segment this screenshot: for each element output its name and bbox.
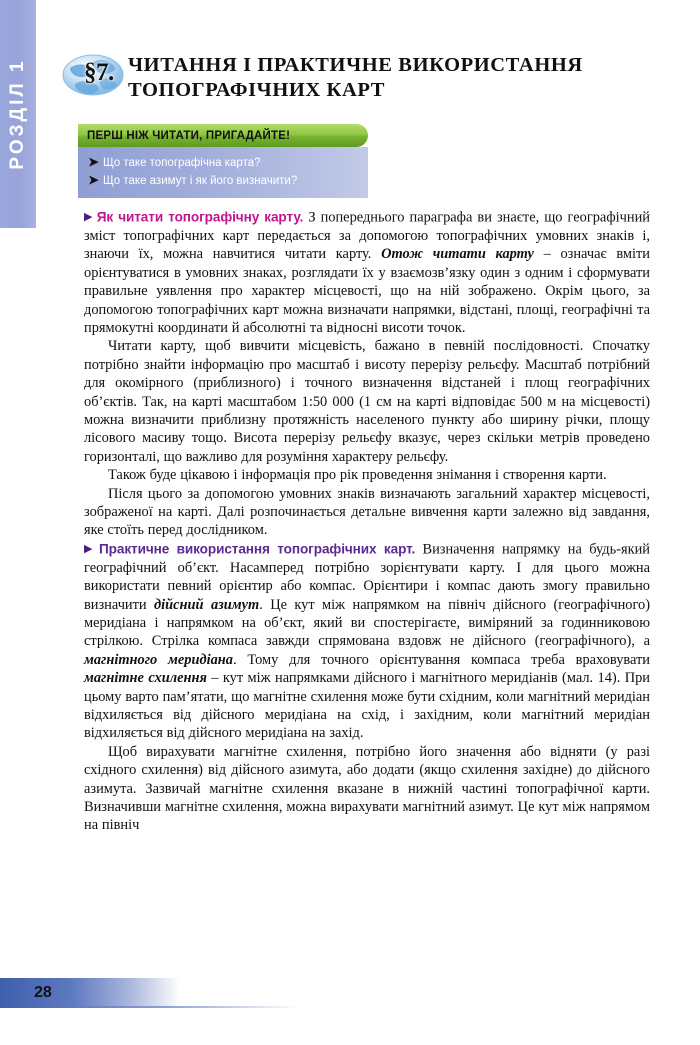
topic-2-text-a: Визначення напрямку на будь-який географічний об’єкт. Насамперед потрібно зорієнтувати карту. І для цього можна використати певний орієнтир або компас. Орієнтири і компас дають змогу правильно визначити (84, 541, 650, 613)
page-title-line-1: ЧИТАННЯ І ПРАКТИЧНЕ ВИКОРИСТАННЯ (128, 54, 583, 76)
paragraph-topic-2 (84, 540, 650, 743)
topic-2-text-d: – кут між напрямками дійсного і магнітного меридіанів (мал. 14). При цьому варто пам’ятати, що магнітне схилення може бути східним, коли магнітний меридіан відхиляється від дійсного меридіана на схід, і західним, коли магнітний меридіан відхиляється від дійсного меридіана на захід. (84, 670, 650, 742)
recall-question-list (78, 147, 368, 198)
paragraph-2: Читати карту, щоб вивчити місцевість, бажано в певній послідовності. Спочатку потрібно знайти інформацію про масштаб і висоту перерізу рельєфу. Масштаб потрібний для окомірного (приблизного) і точного визначення відстаней і площ географічних об’єктів. Так, на карті масштабом 1:50 000 (1 см на карті відповідає 500 м на місцевості) можна визначити приблизну протяжність населеного пункту або ширину річки, площу лісового масиву тощо. Висота перерізу рельєфу вказує, через скільки метрів проведено горизонталі, що важливо для розуміння характеру рельєфу. (84, 338, 650, 465)
page-title-line-2: ТОПОГРАФІЧНИХ КАРТ (128, 79, 386, 101)
recall-box (78, 124, 368, 198)
globe-icon (62, 52, 124, 98)
topic-2-emphasis-1: дійсний азимут (154, 596, 260, 613)
topic-2-emphasis-3: магнітне схилення (84, 670, 207, 687)
topic-2-text-c: . Тому для точного орієнтування компаса треба враховувати (233, 651, 650, 668)
page-title (128, 50, 583, 103)
paragraph-3: Також буде цікавою і інформація про рік проведення знімання і створення карти. (108, 467, 607, 484)
page-number: 28 (34, 984, 52, 1001)
topic-1-heading: Як читати топографічну карту. (96, 209, 304, 225)
triangle-bullet-icon: ▶ (84, 542, 96, 555)
page-footer (0, 978, 180, 1008)
chapter-rail-label: РОЗДІЛ 1 (7, 58, 28, 170)
topic-2-heading: Практичне використання топографічних карт. (99, 541, 416, 557)
topic-2-text-b: . Це кут між напрямком на північ дійсного (географічного) меридіана і напрямком на об’єкт, який ви спостерігаєте, виміряний за годинниковою стрілкою. Стрілка компаса завжди спрямована вздовж не дійсного (географічного), а (84, 596, 651, 650)
paragraph-topic-1 (84, 208, 650, 337)
recall-banner (78, 124, 368, 147)
topic-2-emphasis-2: магнітного меридіана (84, 651, 233, 668)
paragraph-5: Щоб вирахувати магнітне схилення, потрібно його значення або відняти (у разі східного схилення) від дійсного азимута, або додати (якщо схилення західне) до дійсного азимута. Зазвичай магнітне схилення вказане в нижній частині топографічної карти. Визначивши магнітне схилення, можна вирахувати магнітний азимут. Це кут між напрямом на північ (84, 743, 650, 834)
paragraph-4: Після цього за допомогою умовних знаків визначають загальний характер місцевості, зображеної на карті. Далі розпочинається детальне вивчення карти залежно від завдання, яке стоїть перед дослідником. (84, 485, 650, 539)
footer-rule (0, 1006, 300, 1008)
recall-question-text: Що таке азимут і як його визначити? (103, 174, 298, 187)
body-column (84, 208, 650, 835)
topic-1-text-a: З попереднього параграфа ви знаєте, що географічний зміст топографічних карт передається за допомогою топографічних умовних знаків і, знаючи їх, можна навчитися читати карту. (84, 209, 650, 263)
triangle-bullet-icon: ▶ (84, 211, 94, 223)
arrow-right-icon: ➤ (88, 172, 99, 187)
topic-1-emphasis: Отож читати карту (381, 246, 534, 263)
list-item (84, 154, 362, 172)
section-header (62, 50, 652, 103)
list-item (84, 172, 362, 190)
arrow-right-icon: ➤ (88, 155, 99, 169)
topic-1-text-b: – означає вміти орієнтуватися в умовних знаках, розглядати їх у взаємозв’язку один з одним і сформувати правильне уявлення про характер місцевості, що на ній зображено. Окрім цього, за допомогою топографічних карт можна визначати напрямки, відстані, площі, географічні та прямокутні координати й абсолютні та відносні висоти точок. (84, 246, 650, 336)
recall-question-text: Що таке топографічна карта? (103, 157, 261, 169)
chapter-rail (0, 0, 36, 228)
section-number: §7. (84, 59, 114, 86)
recall-banner-label: ПЕРШ НІЖ ЧИТАТИ, ПРИГАДАЙТЕ! (87, 129, 291, 142)
